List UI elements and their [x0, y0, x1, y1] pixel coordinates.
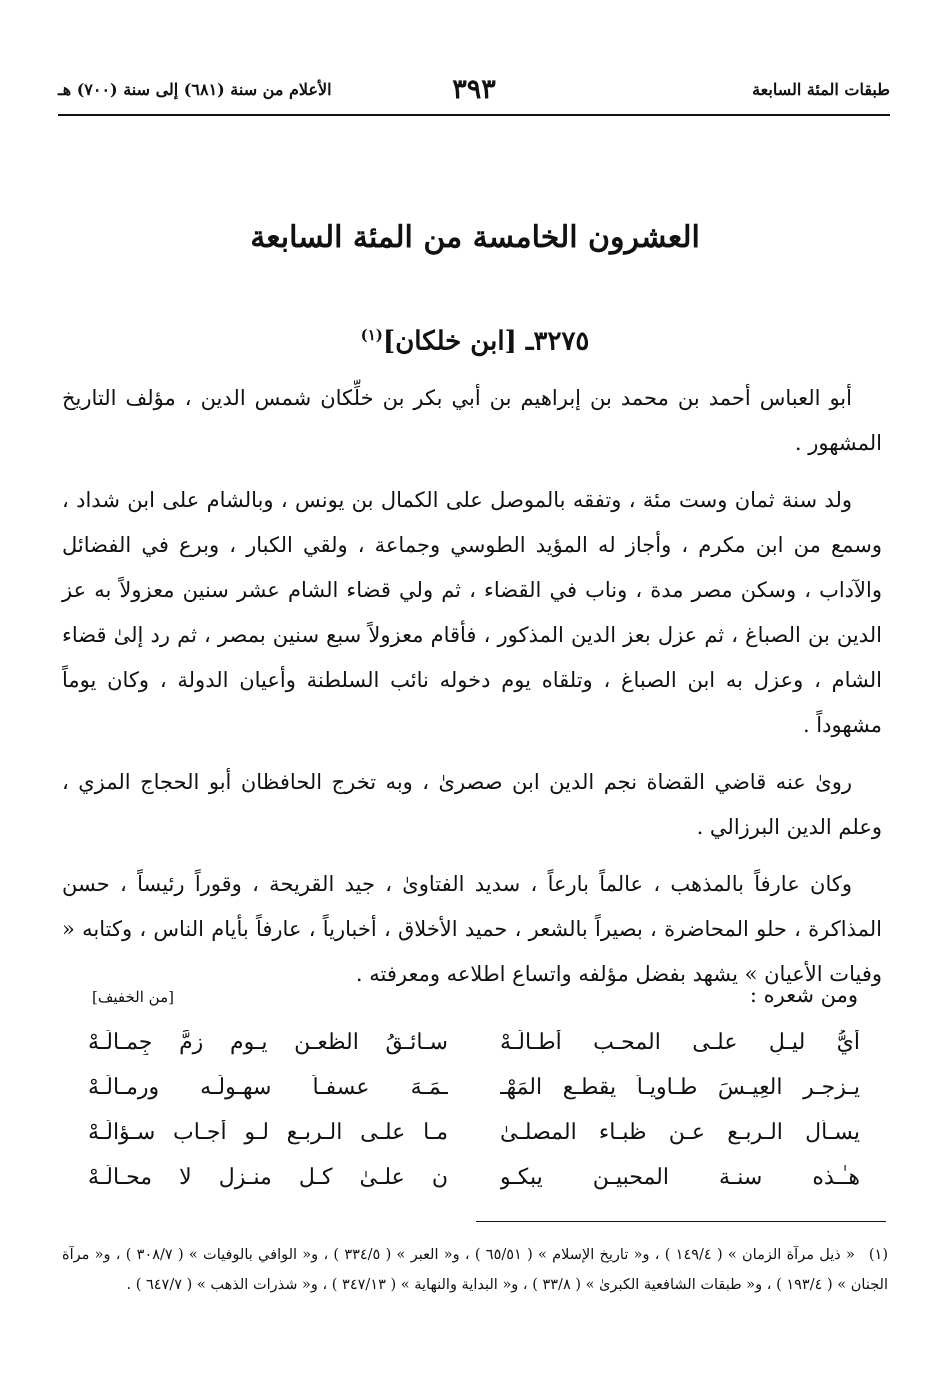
- biography-text: [62, 376, 882, 1009]
- entry-title-text: ٣٢٧٥ـ [ابن خلكان]: [382, 326, 590, 357]
- poem-verse: [88, 1120, 860, 1165]
- footnote-number: (١): [868, 1247, 888, 1263]
- second-hemistich: ـمَـهَ عسفـاً سهـولَـه ورمـالَـهْ: [88, 1075, 448, 1100]
- second-hemistich: ن علـىٰ كـل منـزل لا محـالَـهْ: [88, 1165, 448, 1190]
- poem-verse: [88, 1165, 860, 1210]
- poem-intro: ومن شعره :: [749, 983, 858, 1007]
- section-title: العشرون الخامسة من المئة السابعة: [250, 220, 700, 255]
- poem: [88, 1030, 860, 1210]
- poem-meter: [من الخفيف]: [92, 988, 174, 1006]
- first-hemistich: أيُّ ليـلٍ علـى المحـب أطـالَـهْ: [500, 1030, 860, 1055]
- second-hemistich: مـا علـى الـربـع لـو أجـاب سـؤالَـهْ: [88, 1120, 448, 1145]
- second-hemistich: سـائـقُ الظعـن يـوم زمَّ جِمـالَـهْ: [88, 1030, 448, 1055]
- first-hemistich: هـٰـذه سنـة المحبيـن يبكـو: [500, 1165, 860, 1190]
- first-hemistich: يسـأل الـربـع عـن ظبـاء المصلـىٰ: [500, 1120, 860, 1145]
- header-volume-range: الأعلام من سنة (٦٨١) إلى سنة (٧٠٠) هـ: [58, 80, 332, 99]
- entry-title: [60, 326, 890, 357]
- poem-verse: [88, 1030, 860, 1075]
- first-hemistich: يـزجـر العِيـسَ طـاويـاً يقطـع المَهْـ: [500, 1075, 860, 1100]
- header-book-title: طبقات المئة السابعة: [752, 80, 890, 99]
- footnote: [62, 1240, 888, 1300]
- running-header: [58, 74, 890, 116]
- paragraph: أبو العباس أحمد بن محمد بن إبراهيم بن أبي بكر بن خلِّكان شمس الدين ، مؤلف التاريخ المشهور .: [62, 386, 882, 455]
- paragraph: وكان عارفاً بالمذهب ، عالماً بارعاً ، سديد الفتاوىٰ ، جيد القريحة ، وقوراً رئيساً ، حسن المذاكرة ، حلو المحاضرة ، بصيراً بالشعر ، حميد الأخلاق ، أخبارياً ، عارفاً بأيام الناس ، وكتابه « وفيات الأعيان » يشهد بفضل مؤلفه واتساع اطلاعه ومعرفته .: [62, 872, 882, 986]
- paragraph: روىٰ عنه قاضي القضاة نجم الدين ابن صصرىٰ ، وبه تخرج الحافظان أبو الحجاج المزي ، وعلم الدين البرزالي .: [62, 770, 882, 839]
- paragraph: ولد سنة ثمان وست مئة ، وتفقه بالموصل على الكمال بن يونس ، وبالشام على ابن شداد ، وسمع من ابن مكرم ، وأجاز له المؤيد الطوسي وجماعة ، ولقي الكبار ، وبرع في الفضائل والآداب ، وسكن مصر مدة ، وناب في القضاء ، ثم ولي قضاء الشام عشر سنين معزولاً به عز الدين بن الصباغ ، ثم عزل بعز الدين المذكور ، فأقام معزولاً سبع سنين بمصر ، ثم رد إلىٰ قضاء الشام ، وعزل به ابن الصباغ ، وتلقاه يوم دخوله نائب السلطنة وأعيان الدولة ، وكان يوماً مشهوداً .: [62, 488, 882, 737]
- footnote-reference: (١): [360, 326, 383, 344]
- poem-verse: [88, 1075, 860, 1120]
- footnote-text: « ذيل مرآة الزمان » ( ١٤٩/٤ ) ، و« تاريخ الإسلام » ( ٦٥/٥١ ) ، و« العبر » ( ٣٣٤/٥ ) ، و« الوافي بالوفيات » ( ٣٠٨/٧ ) ، و« مرآة الجنان » ( ١٩٣/٤ ) ، و« طبقات الشافعية الكبرىٰ » ( ٣٣/٨ ) ، و« البداية والنهاية » ( ٣٤٧/١٣ ) ، و« شذرات الذهب » ( ٦٤٧/٧ ) .: [62, 1247, 888, 1293]
- page-number: ٣٩٣: [452, 74, 496, 105]
- footnote-divider: [476, 1221, 886, 1222]
